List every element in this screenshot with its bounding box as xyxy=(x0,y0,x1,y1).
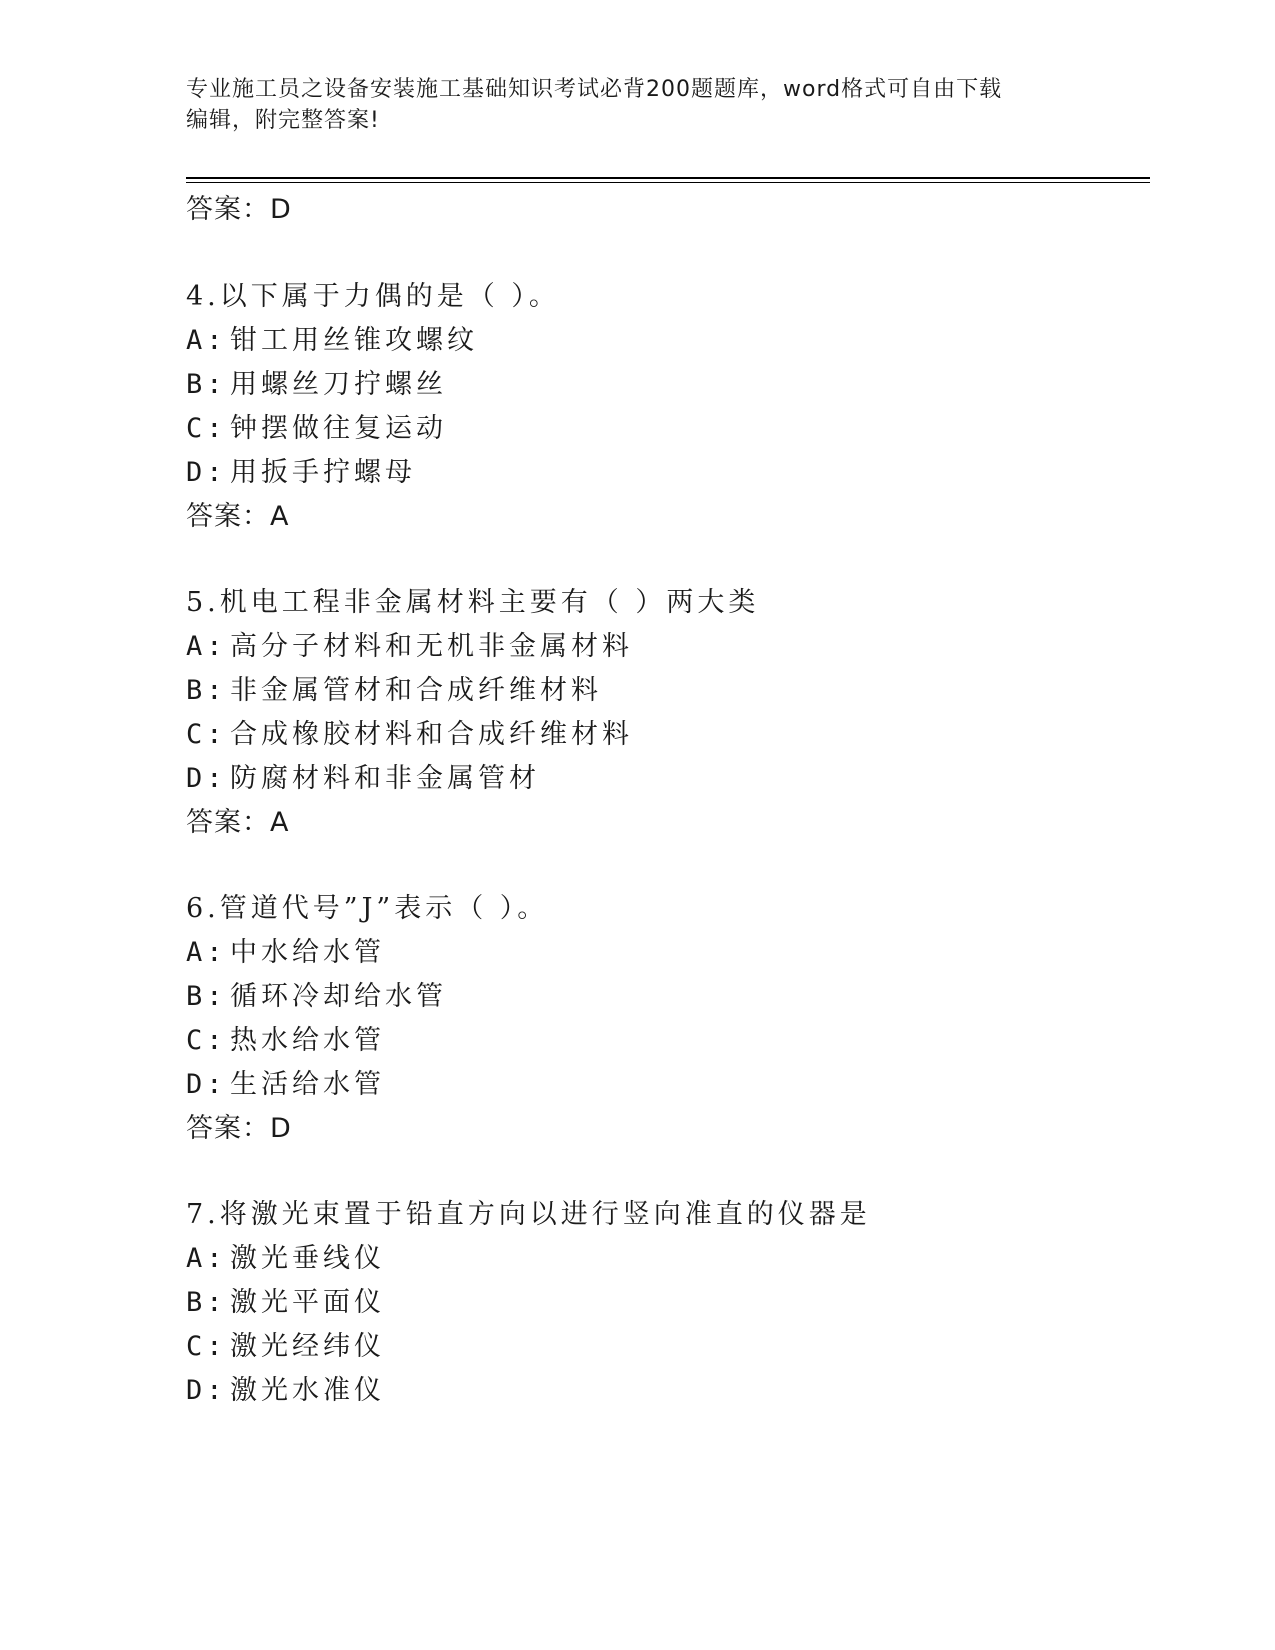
question-5-option-c: C: 合成橡胶材料和合成纤维材料 xyxy=(186,719,633,750)
question-5-answer: 答案：A xyxy=(186,807,290,838)
question-4-option-b: B: 用螺丝刀拧螺丝 xyxy=(186,369,447,400)
question-6-option-d: D: 生活给水管 xyxy=(186,1069,385,1100)
question-5-option-b: B: 非金属管材和合成纤维材料 xyxy=(186,675,602,706)
question-7-option-a: A: 激光垂线仪 xyxy=(186,1243,385,1274)
question-6-option-c: C: 热水给水管 xyxy=(186,1025,385,1056)
question-6-stem: 6.管道代号”J”表示（ ）。 xyxy=(186,893,549,924)
document-header xyxy=(186,74,1066,136)
question-5-option-a: A: 高分子材料和无机非金属材料 xyxy=(186,631,633,662)
question-4-answer: 答案：A xyxy=(186,501,290,532)
question-5-option-d: D: 防腐材料和非金属管材 xyxy=(186,763,540,794)
question-7-option-b: B: 激光平面仪 xyxy=(186,1287,385,1318)
question-4-option-c: C: 钟摆做往复运动 xyxy=(186,413,447,444)
question-6-option-b: B: 循环冷却给水管 xyxy=(186,981,447,1012)
question-6-option-a: A: 中水给水管 xyxy=(186,937,385,968)
answer-previous: 答案：D xyxy=(186,194,292,225)
question-7-stem: 7.将激光束置于铅直方向以进行竖向准直的仪器是 xyxy=(186,1199,871,1230)
question-7-option-c: C: 激光经纬仪 xyxy=(186,1331,385,1362)
header-divider-thick xyxy=(186,177,1150,179)
question-4-option-d: D: 用扳手拧螺母 xyxy=(186,457,416,488)
header-divider-thin xyxy=(186,182,1150,183)
question-4-stem: 4.以下属于力偶的是（ ）。 xyxy=(186,281,560,312)
header-line-1: 专业施工员之设备安装施工基础知识考试必背200题题库，word格式可自由下载 xyxy=(186,77,1003,102)
question-6-answer: 答案：D xyxy=(186,1113,292,1144)
question-4-option-a: A: 钳工用丝锥攻螺纹 xyxy=(186,325,478,356)
question-7-option-d: D: 激光水准仪 xyxy=(186,1375,385,1406)
question-5-stem: 5.机电工程非金属材料主要有（ ）两大类 xyxy=(186,587,760,618)
header-line-2: 编辑，附完整答案! xyxy=(186,108,380,133)
